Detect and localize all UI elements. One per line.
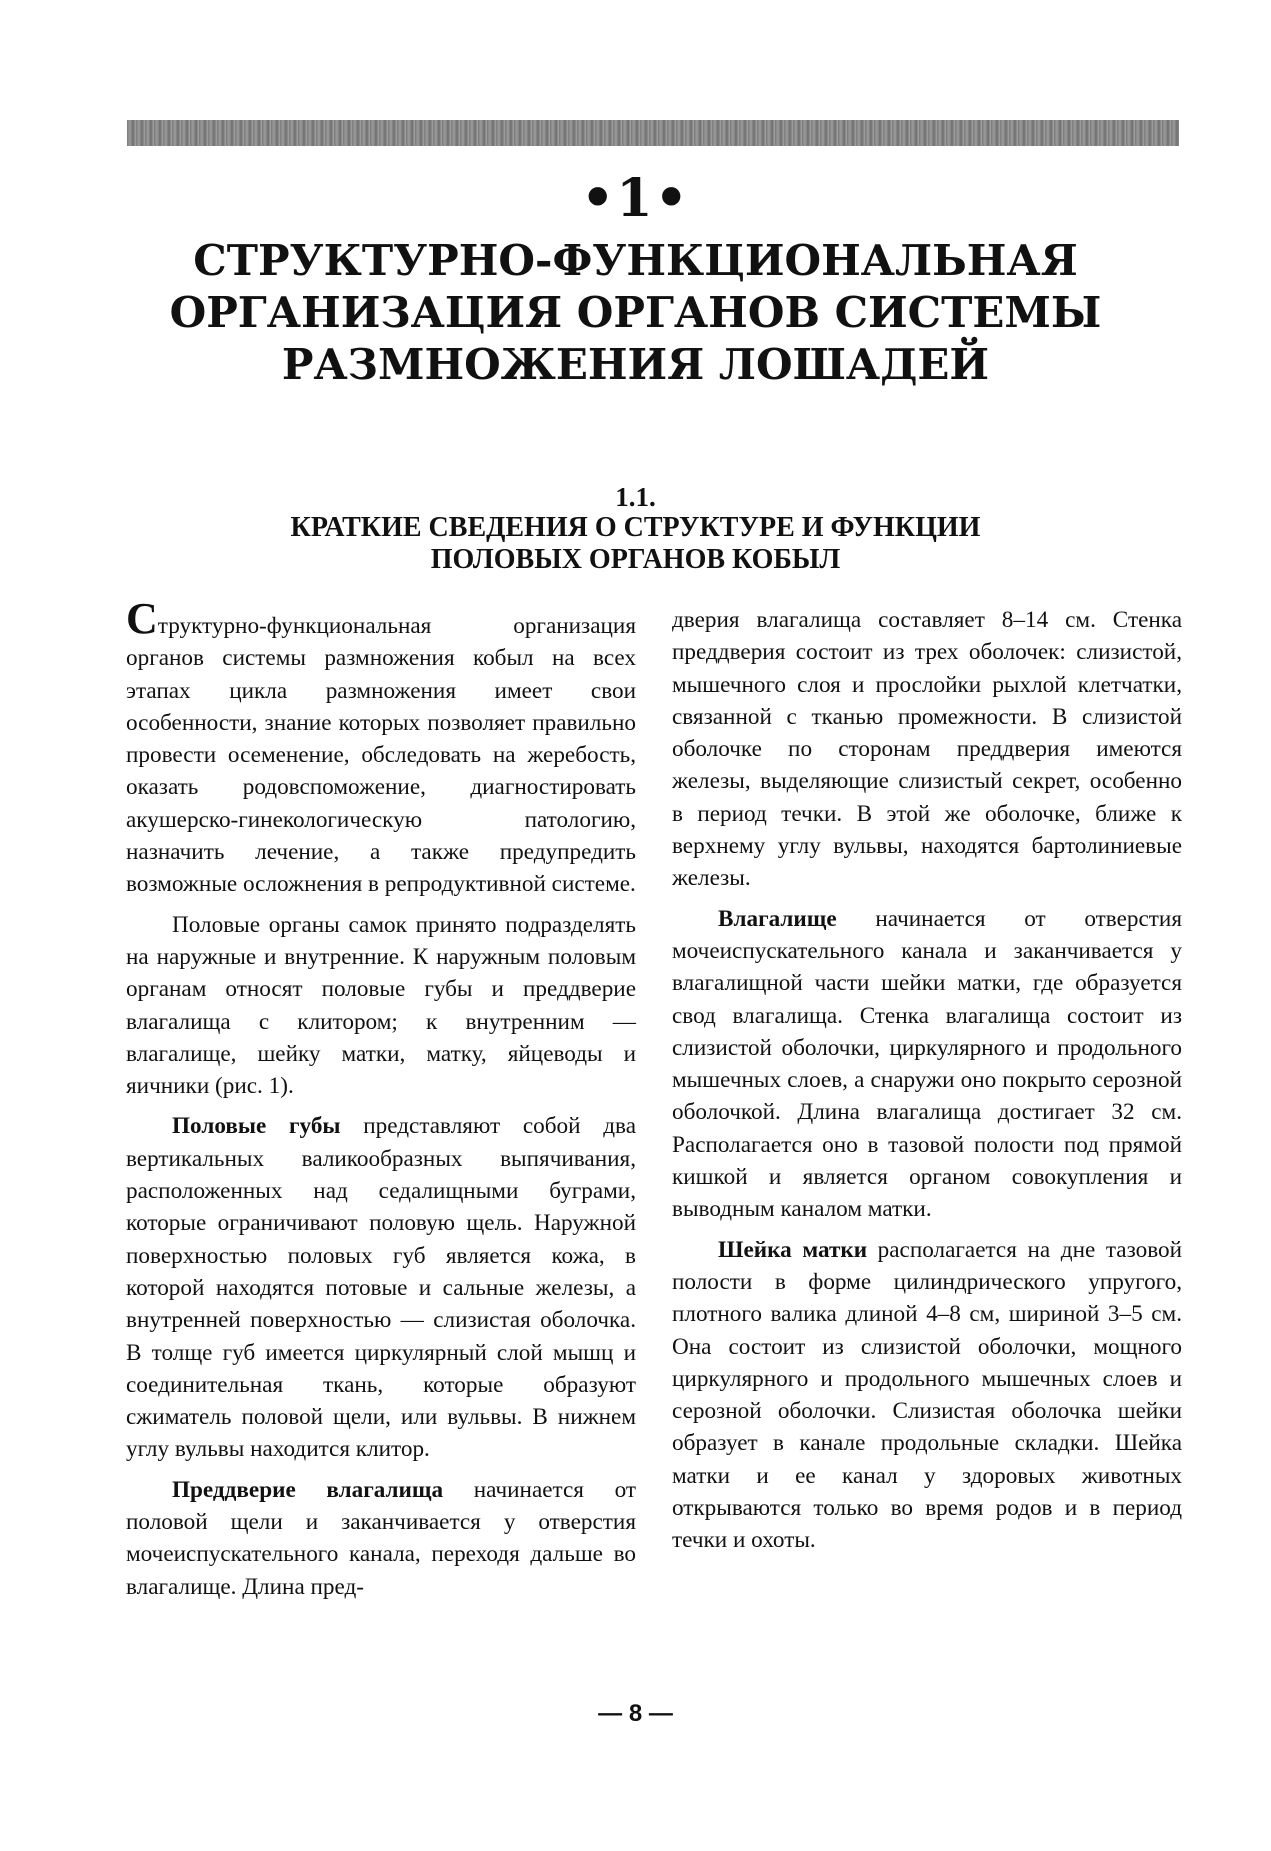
paragraph-text: Половые органы самок принято подразделять на наружные и внутренние. К наружным половым органам относят половые губы и преддверие влагалища с клитором; к внутренним — влагалище, шейку матки, матку, яйцеводы и яичники (рис. 1). [126,911,636,1100]
paragraph-vestibule-cont [672,604,1182,895]
term-vagina: Влагалище [718,905,837,932]
right-column [672,604,1182,1565]
paragraph-organs [126,909,636,1103]
paragraph-text: представляют собой два вертикальных валикообразных выпячивания, расположенных над седалищными буграми, которые ограничивают половую щель. Наружной поверхностью половых губ является кожа, в которой находятся потовые и сальные железы, а внутренней поверхностью — слизистая оболочка. В толще губ имеется циркулярный слой мышц и соединительная ткань, которые образуют сжиматель половой щели, или вульвы. В нижнем углу вульвы находится клитор. [126,1113,636,1463]
page-number: — 8 — [598,1700,673,1727]
paragraph-text: дверия влагалища составляет 8–14 см. Стенка преддверия состоит из трех оболочек: слизистой, мышечного слоя и прослойки рыхлой клетчатки, связанной с тканью промежности. В слизистой оболочке по сторонам преддверия имеются железы, выделяющие слизистый секрет, особенно в период течки. В этой же оболочке, ближе к верхнему углу вульвы, находятся бартолиниевые железы. [672,607,1182,892]
left-column [126,594,636,1611]
term-cervix: Шейка матки [718,1236,868,1263]
paragraph-text: начинается от половой щели и заканчивается у отверстия мочеиспускательного канала, переходя дальше во влагалище. Длина пред- [126,1476,636,1600]
paragraph-cervix [672,1234,1182,1557]
paragraph-labia [126,1110,636,1465]
chapter-header-bar [127,120,1179,146]
paragraph-vagina [672,903,1182,1226]
term-vestibule: Преддверие влагалища [172,1476,444,1503]
section-number: 1.1. [615,482,656,512]
chapter-title: СТРУКТУРНО-ФУНКЦИОНАЛЬНАЯ ОРГАНИЗАЦИЯ ОРГАНОВ СИСТЕМЫ РАЗМНОЖЕНИЯ ЛОШАДЕЙ [169,236,1102,389]
chapter-number: •1• [581,168,690,229]
paragraph-text: начинается от отверстия мочеиспускательного канала и заканчивается у влагалищной части шейки матки, где образуется свод влагалища. Стенка влагалища состоит из слизистой оболочки, циркулярного и продольного мышечных слоев, а снаружи оно покрыто серозной оболочкой. Длина влагалища достигает 32 см. Располагается оно в тазовой полости под прямой кишкой и является органом совокупления и выводным каналом матки. [672,905,1182,1223]
section-title: КРАТКИЕ СВЕДЕНИЯ О СТРУКТУРЕ И ФУНКЦИИ ПОЛОВЫХ ОРГАНОВ КОБЫЛ [290,512,981,575]
paragraph-vestibule [126,1474,636,1603]
paragraph-text: располагается на дне тазовой полости в форме цилиндрического упругого, плотного валика длиной 4–8 см, шириной 3–5 см. Она состоит из слизистой оболочки, мощного циркулярного и продольного мышечных слоев и серозной оболочки. Слизистая оболочка шейки образует в канале продольные складки. Шейка матки и ее канал у здоровых животных открываются только во время родов и в период течки и охоты. [672,1236,1182,1554]
drop-cap: С [126,594,158,643]
paragraph-text: труктурно-функциональная организация органов системы размножения кобыл на всех этапах цикла размножения имеет свои особенности, знание которых позволяет правильно провести осеменение, обследовать на жеребость, оказать родовспоможение, диагностировать акушерско-гинекологическую патологию, назначить лечение, а также предупредить возможные осложнения в репродуктивной системе. [126,613,636,898]
paragraph-intro [126,594,636,901]
term-labia: Половые губы [172,1113,341,1140]
